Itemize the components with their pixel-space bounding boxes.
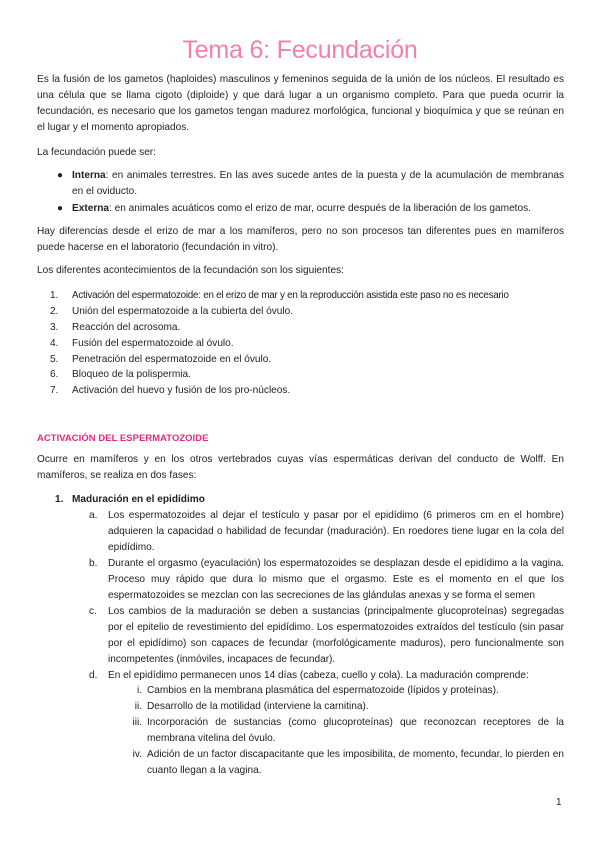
event-number: 4. bbox=[50, 338, 59, 349]
item-label: a. bbox=[89, 510, 98, 521]
event-item: Activación del espermatozoide: en el erizo de mar y en la reproducción asistida este paso no es necesario bbox=[72, 290, 509, 301]
item-label: b. bbox=[89, 558, 98, 569]
page-number: 1 bbox=[556, 797, 562, 808]
item-label: iii. bbox=[132, 717, 142, 728]
maturation-item-i: Cambios en la membrana plasmática del espermatozoide (lípidos y proteínas). bbox=[147, 685, 499, 696]
phase-item-b: Durante el orgasmo (eyaculación) los espermatozoides se desplazan desde el epidídimo a la vagina. Proceso muy rápido que dura lo mismo que el orgasmo. Este es el momento en el que los espermatozoides se mezclan con las secreciones de las glándulas anexas y se forma el semen bbox=[108, 558, 564, 602]
item-label: iv. bbox=[132, 749, 142, 760]
bullet-icon: ● bbox=[57, 203, 64, 214]
event-number: 5. bbox=[50, 354, 59, 365]
phase-number: 1. bbox=[55, 494, 64, 505]
event-item: Penetración del espermatozoide en el óvulo. bbox=[72, 354, 272, 365]
type-item-externa bbox=[72, 201, 564, 217]
item-label: c. bbox=[89, 606, 97, 617]
section-intro: Ocurre en mamíferos y en los otros vertebrados cuyas vías espermáticas derivan del conducto de Wolff. En mamíferos, se realiza en dos fases: bbox=[37, 454, 564, 482]
item-label: d. bbox=[89, 670, 98, 681]
events-intro: Los diferentes acontecimientos de la fecundación son los siguientes: bbox=[37, 265, 344, 276]
phase-title: Maduración en el epidídimo bbox=[72, 494, 205, 505]
maturation-item-iii: Incorporación de sustancias (como glucoproteínas) que reconozcan receptores de la membrana vitelina del óvulo. bbox=[147, 717, 564, 745]
type-text: : en animales terrestres. En las aves sucede antes de la puesta y de la acumulación de membranas en el oviducto. bbox=[72, 170, 564, 198]
page-title: Tema 6: Fecundación bbox=[182, 36, 418, 64]
phase-item-a: Los espermatozoides al dejar el testículo y pasar por el epidídimo (6 primeros cm en el hombre) adquieren la capacidad o habilidad de fecundar (maduración). En roedores tiene lugar en la cola del epidídimo. bbox=[108, 510, 564, 554]
bullet-icon: ● bbox=[57, 170, 64, 181]
event-item: Activación del huevo y fusión de los pro-núcleos. bbox=[72, 385, 291, 396]
event-number: 6. bbox=[50, 369, 59, 380]
type-item-interna bbox=[72, 168, 564, 200]
event-number: 2. bbox=[50, 306, 59, 317]
section-heading: ACTIVACIÓN DEL ESPERMATOZOIDE bbox=[37, 432, 209, 443]
event-number: 1. bbox=[50, 290, 59, 301]
phase-item-c: Los cambios de la maduración se deben a sustancias (principalmente glucoproteínas) segregadas por el epitelio de revestimiento del epidídimo. Los espermatozoides extraídos del testículo (sin pasar por el epidídimo) son capaces de fecundar (morfológicamente maduros), pero funcionalmente son incompetentes (inmóviles, incapaces de fecundar). bbox=[108, 606, 564, 666]
intro-paragraph: Es la fusión de los gametos (haploides) masculinos y femeninos seguida de la unión de los núcleos. El resultado es una célula que se llama cigoto (diploide) y que dará lugar a un organismo completo. Para que pueda ocurrir la fecundación, es necesario que los gametos tengan madurez morfológica, funcional y bioquímica y que se reúnan en el lugar y el momento apropiados. bbox=[37, 74, 564, 134]
type-term: Interna bbox=[72, 170, 106, 181]
maturation-item-iv: Adición de un factor discapacitante que les imposibilita, de momento, fecundar, lo pierden en cuanto llegan a la vagina. bbox=[147, 749, 564, 777]
item-label: i. bbox=[136, 685, 142, 696]
event-number: 7. bbox=[50, 385, 59, 396]
maturation-item-ii: Desarrollo de la motilidad (interviene la carnitina). bbox=[147, 701, 369, 712]
event-item: Fusión del espermatozoide al óvulo. bbox=[72, 338, 234, 349]
event-item: Reacción del acrosoma. bbox=[72, 322, 181, 333]
type-term: Externa bbox=[72, 203, 110, 214]
phase-item-d: En el epidídimo permanecen unos 14 días (cabeza, cuello y cola). La maduración comprende: bbox=[108, 670, 529, 681]
item-label: ii. bbox=[134, 701, 142, 712]
type-text: : en animales acuáticos como el erizo de mar, ocurre después de la liberación de los gametos. bbox=[109, 203, 531, 214]
differences-paragraph: Hay diferencias desde el erizo de mar a los mamíferos, pero no son procesos tan diferentes pues en mamíferos puede hacerse en el laboratorio (fecundación in vitro). bbox=[37, 226, 564, 254]
event-item: Bloqueo de la polispermia. bbox=[72, 369, 191, 380]
event-number: 3. bbox=[50, 322, 59, 333]
event-item: Unión del espermatozoide a la cubierta del óvulo. bbox=[72, 306, 294, 317]
types-intro: La fecundación puede ser: bbox=[37, 147, 156, 158]
